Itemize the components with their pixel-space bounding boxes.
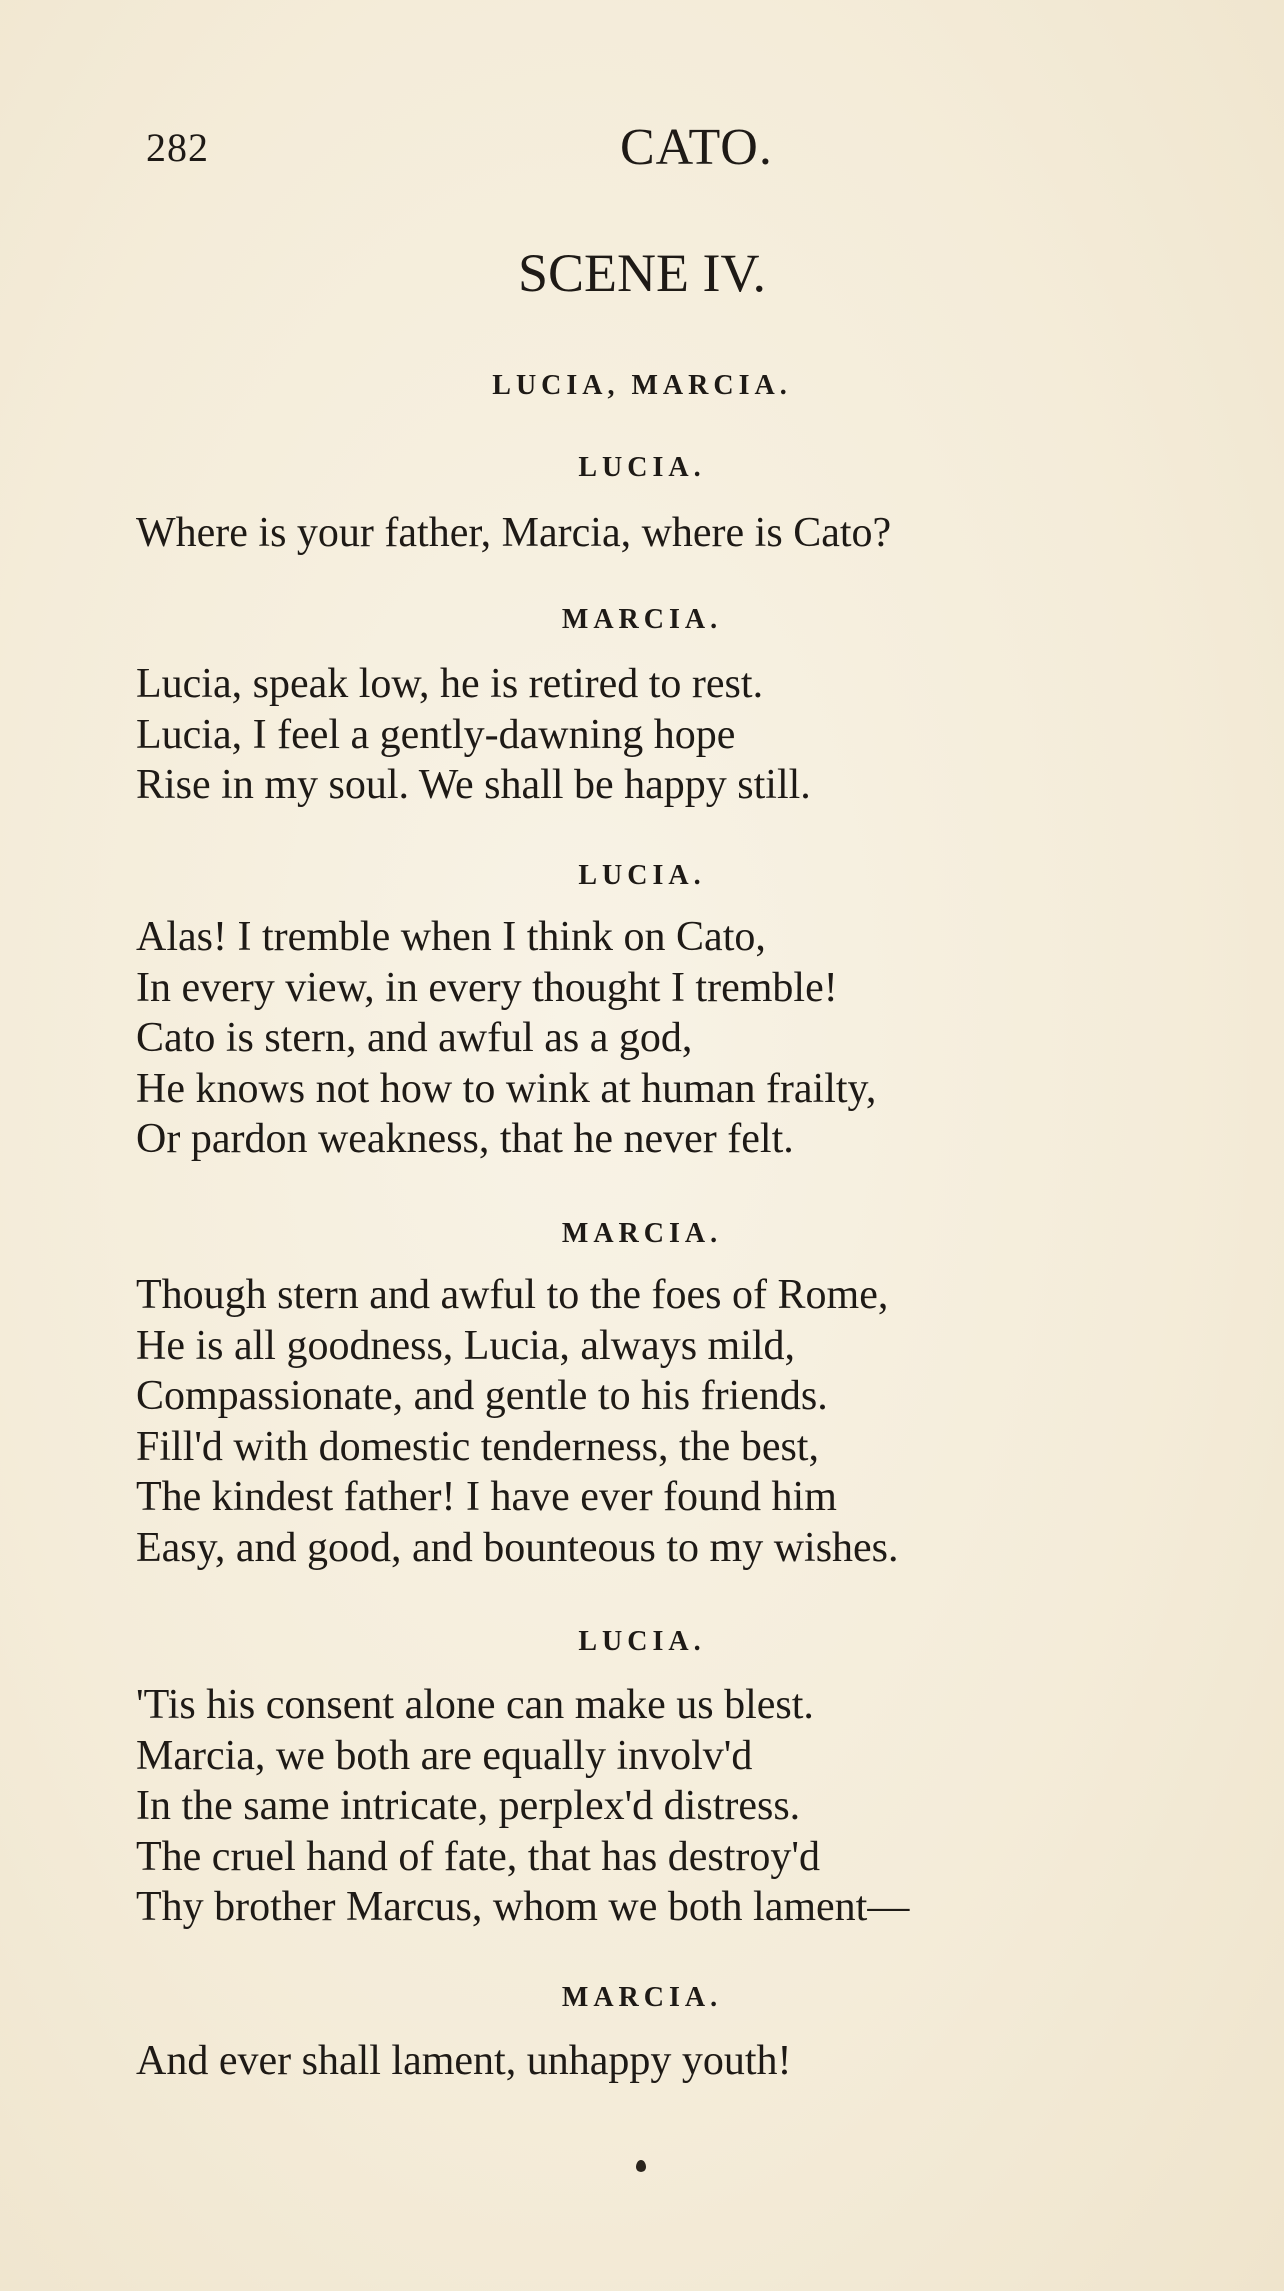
- verse-line: Cato is stern, and awful as a god,: [136, 1015, 693, 1061]
- verse-line: 'Tis his consent alone can make us blest.: [136, 1682, 814, 1728]
- scene-characters: LUCIA, MARCIA.: [492, 370, 792, 401]
- verse-line: Fill'd with domestic tenderness, the best,: [136, 1423, 819, 1470]
- speech-lines: [136, 659, 811, 811]
- speech-lines: [136, 2036, 792, 2087]
- speaker-name: LUCIA.: [578, 452, 706, 483]
- verse-line: Compassionate, and gentle to his friends.: [136, 1373, 828, 1419]
- verse-line: He is all goodness, Lucia, always mild,: [136, 1322, 796, 1369]
- speech-lines: [136, 1680, 909, 1933]
- verse-line: He knows not how to wink at human frailty,: [136, 1065, 877, 1112]
- verse-line: Rise in my soul. We shall be happy still.: [136, 762, 811, 808]
- speech-lines: [136, 912, 876, 1165]
- running-title: CATO.: [620, 119, 773, 176]
- verse-line: Lucia, I feel a gently-dawning hope: [136, 711, 736, 758]
- scene-title: SCENE IV.: [517, 243, 767, 303]
- verse-line: And ever shall lament, unhappy youth!: [136, 2038, 792, 2084]
- speaker-name: MARCIA.: [561, 604, 723, 635]
- verse-line: Though stern and awful to the foes of Rome,: [136, 1272, 889, 1318]
- verse-line: Marcia, we both are equally involv'd: [136, 1732, 753, 1779]
- verse-line: Lucia, speak low, he is retired to rest.: [136, 661, 764, 707]
- page-number: 282: [146, 125, 209, 170]
- verse-line: The cruel hand of fate, that has destroy'd: [136, 1833, 820, 1880]
- speech-lines: [136, 1270, 899, 1573]
- printers-mark-ornament: [636, 2160, 646, 2172]
- speaker-name: MARCIA.: [561, 1982, 723, 2013]
- speaker-name: LUCIA.: [578, 1626, 706, 1657]
- verse-line: Alas! I tremble when I think on Cato,: [136, 914, 766, 960]
- verse-line: In every view, in every thought I tremble!: [136, 964, 838, 1011]
- verse-line: Or pardon weakness, that he never felt.: [136, 1116, 794, 1162]
- verse-line: In the same intricate, perplex'd distress.: [136, 1783, 801, 1829]
- verse-line: Thy brother Marcus, whom we both lament—: [136, 1884, 910, 1930]
- verse-line: Where is your father, Marcia, where is Cato?: [136, 510, 892, 556]
- speaker-name: MARCIA.: [561, 1218, 723, 1249]
- speaker-name: LUCIA.: [578, 860, 706, 891]
- verse-line: The kindest father! I have ever found him: [136, 1474, 837, 1520]
- verse-line: Easy, and good, and bounteous to my wishes.: [136, 1524, 899, 1571]
- speech-lines: [136, 508, 891, 559]
